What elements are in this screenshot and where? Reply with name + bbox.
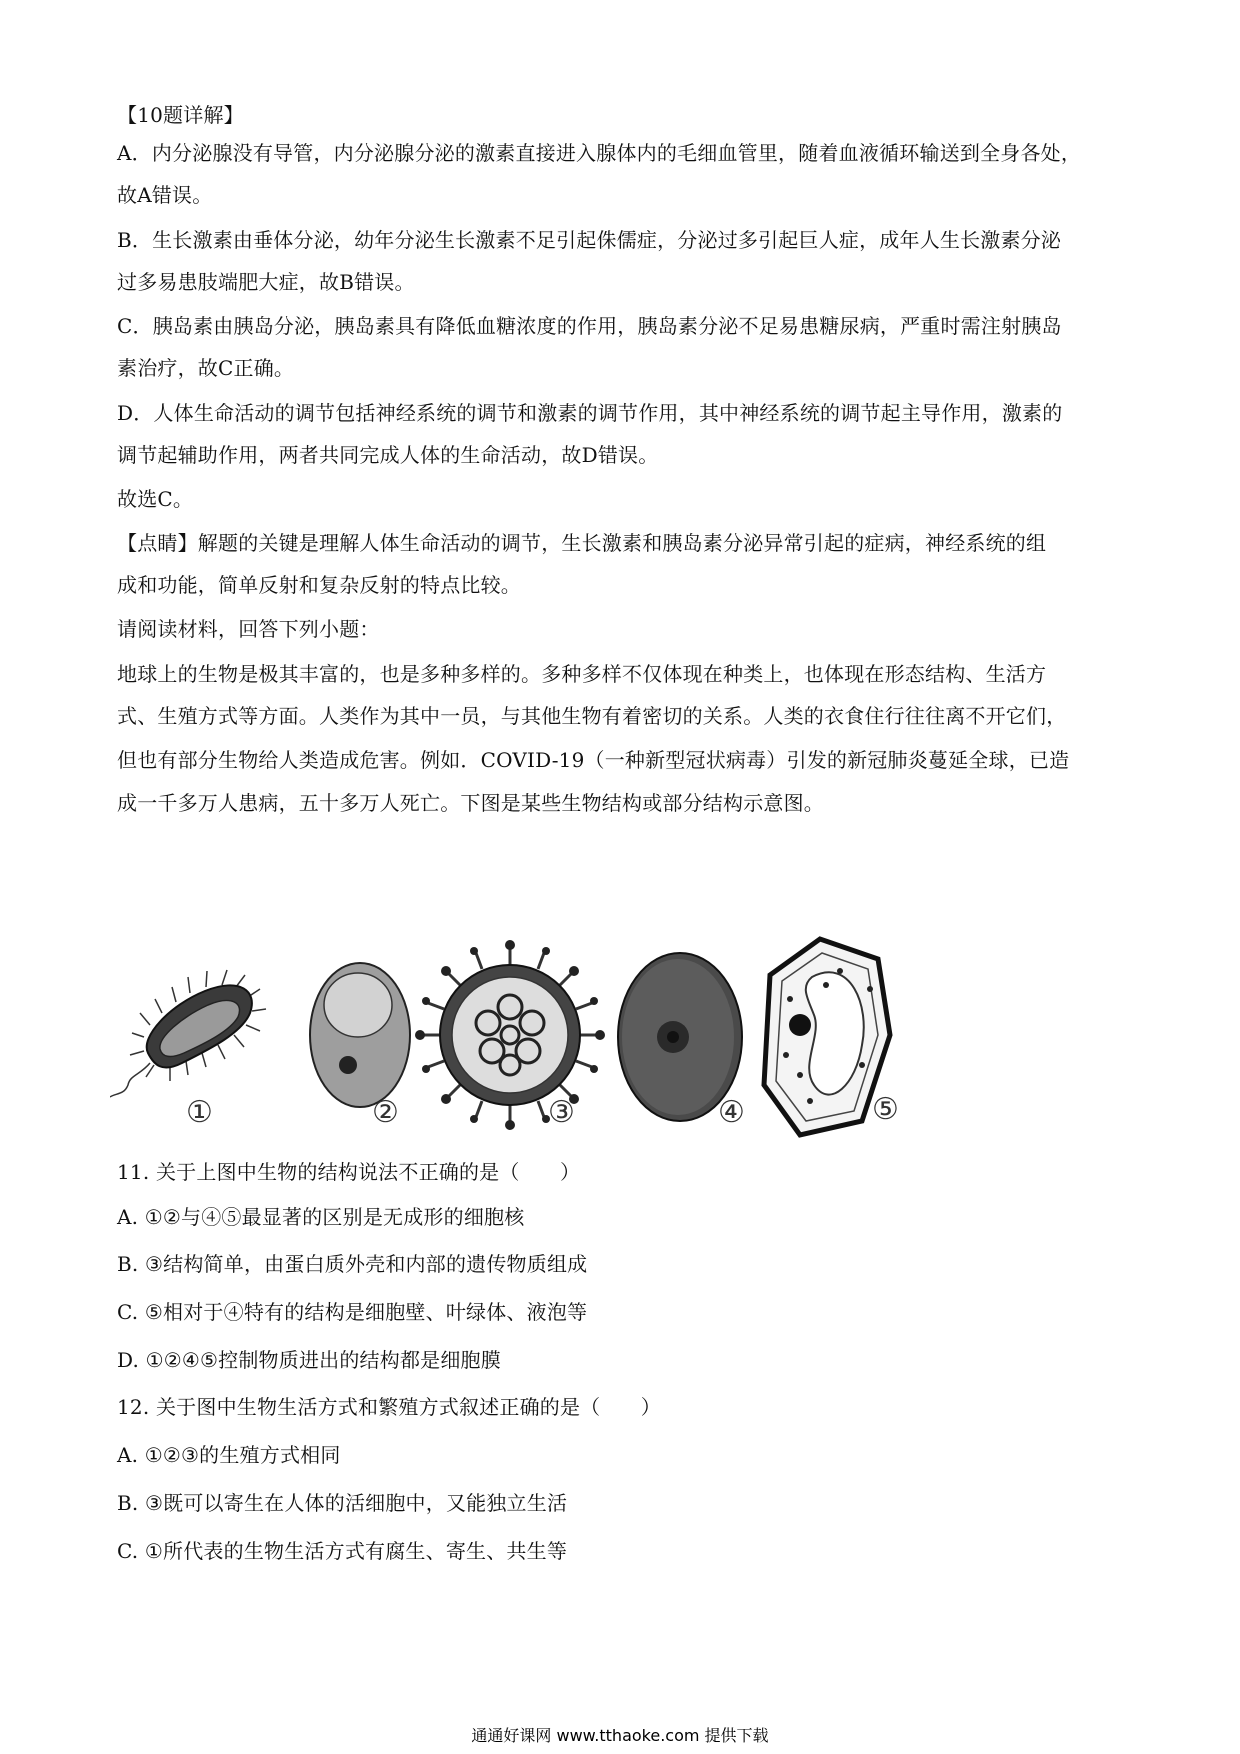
question-12-option-c: C. ①所代表的生物生活方式有腐生、寄生、共生等 [117,1539,568,1563]
figure-label-1: ① [186,1095,213,1130]
explanation-c-line2: 素治疗，故C正确。 [117,356,295,380]
explanation-a-line1: A．内分泌腺没有导管，内分泌腺分泌的激素直接进入腺体内的毛细血管里，随着血液循环输送到全身各处， [117,141,1082,165]
explanation-c-line1: C．胰岛素由胰岛分泌，胰岛素具有降低血糖浓度的作用，胰岛素分泌不足易患糖尿病，严重时需注射胰岛 [117,314,1062,338]
question-11-option-a: A. ①②与④⑤最显著的区别是无成形的细胞核 [117,1205,525,1229]
figure-label-4: ④ [718,1095,745,1130]
page-footer: 通通好课网 www.tthaoke.com 提供下载 [471,1726,769,1745]
comment-line1: 【点睛】解题的关键是理解人体生命活动的调节，生长激素和胰岛素分泌异常引起的症病，神经系统的组 [117,531,1047,555]
bacterium-illustration [110,970,266,1097]
figure-label-2: ② [372,1095,399,1130]
explanation-a-line2: 故A错误。 [117,183,213,207]
material-line1: 地球上的生物是极其丰富的，也是多种多样的。多种多样不仅体现在种类上，也体现在形态结构、生活方 [117,662,1047,686]
question-12-stem: 12. 关于图中生物生活方式和繁殖方式叙述正确的是（ ） [117,1395,661,1419]
virus-illustration [415,940,605,1130]
material-line3: 但也有部分生物给人类造成危害。例如．COVID-19（一种新型冠状病毒）引发的新冠肺炎蔓延全球，已造 [117,748,1070,772]
comment-line2: 成和功能，简单反射和复杂反射的特点比较。 [117,573,521,597]
yeast-cell-illustration [310,963,410,1107]
question-11-option-b: B. ③结构简单，由蛋白质外壳和内部的遗传物质组成 [117,1252,588,1276]
figure-label-5: ⑤ [872,1092,899,1127]
section-heading: 【10题详解】 [117,103,244,127]
reading-intro: 请阅读材料，回答下列小题： [117,617,380,641]
question-12-option-b: B. ③既可以寄生在人体的活细胞中，又能独立生活 [117,1491,568,1515]
figure-label-3: ③ [548,1095,575,1130]
question-11-stem: 11. 关于上图中生物的结构说法不正确的是（ ） [117,1160,581,1184]
question-11-option-d: D. ①②④⑤控制物质进出的结构都是细胞膜 [117,1348,501,1372]
explanation-b-line2: 过多易患肢端肥大症，故B错误。 [117,270,415,294]
material-line4: 成一千多万人患病，五十多万人死亡。下图是某些生物结构或部分结构示意图。 [117,791,824,815]
question-11-option-c: C. ⑤相对于④特有的结构是细胞壁、叶绿体、液泡等 [117,1300,588,1324]
question-12-option-a: A. ①②③的生殖方式相同 [117,1443,341,1467]
explanation-d-line2: 调节起辅助作用，两者共同完成人体的生命活动，故D错误。 [117,443,659,467]
material-line2: 式、生殖方式等方面。人类作为其中一员，与其他生物有着密切的关系。人类的衣食住行往往离不开它们， [117,704,1067,728]
explanation-b-line1: B．生长激素由垂体分泌，幼年分泌生长激素不足引起侏儒症，分泌过多引起巨人症，成年人生长激素分泌 [117,228,1062,252]
explanation-d-line1: D．人体生命活动的调节包括神经系统的调节和激素的调节作用，其中神经系统的调节起主导作用，激素的 [117,401,1063,425]
answer-line: 故选C。 [117,487,194,511]
